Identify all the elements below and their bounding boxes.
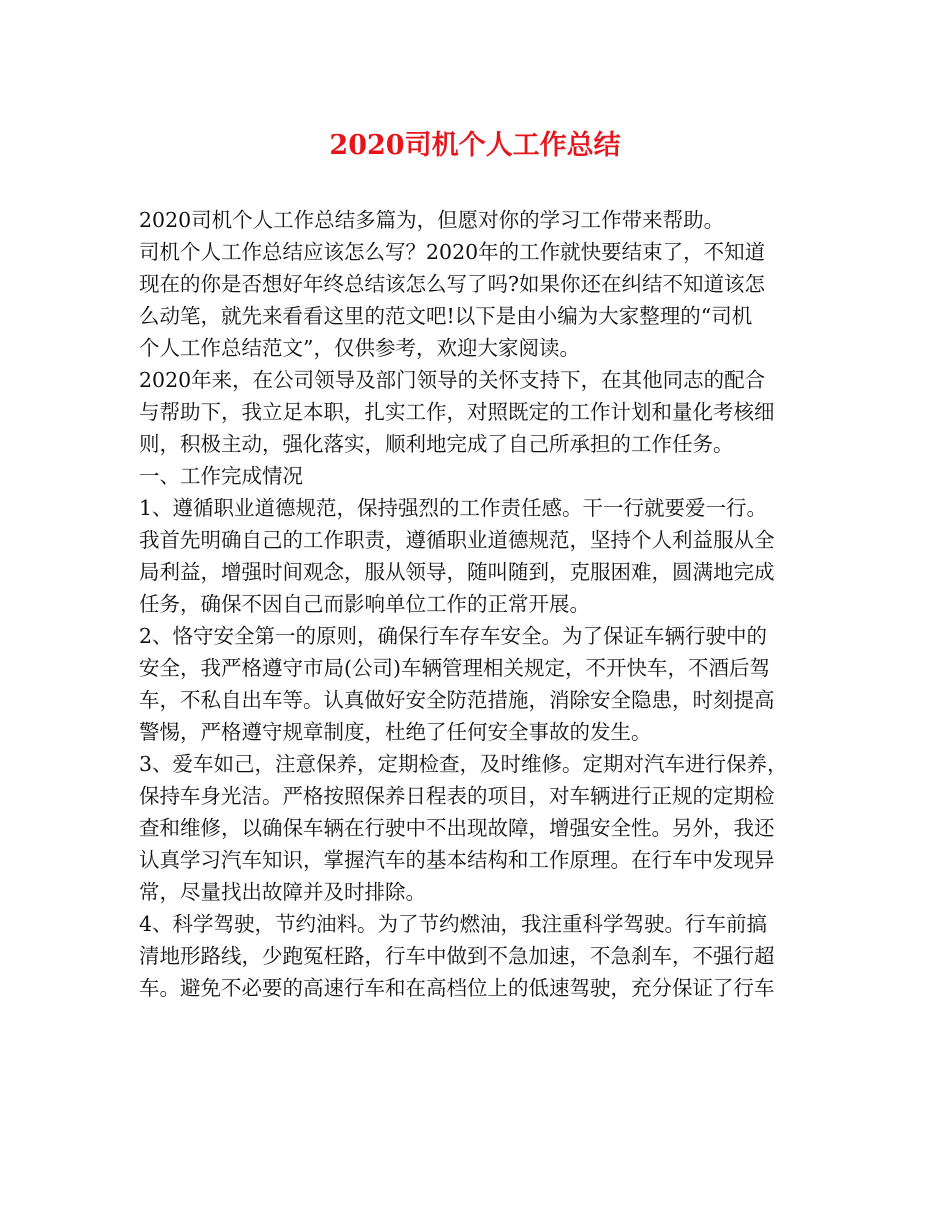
text-line: 2、恪守安全第一的原则，确保行车存车安全。为了保证车辆行驶中的	[139, 624, 768, 648]
text-line: 车，不私自出车等。认真做好安全防范措施，消除安全隐患，时刻提高	[139, 688, 775, 712]
text-line: 个人工作总结范文”，仅供参考，欢迎大家阅读。	[139, 336, 580, 360]
section-heading: 一、工作完成情况	[139, 464, 303, 488]
text-line: 常，尽量找出故障并及时排除。	[139, 880, 426, 904]
text-line: 2020年来，在公司领导及部门领导的关怀支持下，在其他同志的配合	[139, 368, 766, 392]
text-line: 1、遵循职业道德规范，保持强烈的工作责任感。干一行就要爱一行。	[139, 496, 768, 520]
text-line: 司机个人工作总结应该怎么写？2020年的工作就快要结束了，不知道	[139, 240, 766, 264]
text-line: 局利益，增强时间观念，服从领导，随叫随到，克服困难，圆满地完成	[139, 560, 775, 584]
text-line: 查和维修，以确保车辆在行驶中不出现故障，增强安全性。另外，我还	[139, 816, 775, 840]
text-line: 车。避免不必要的高速行车和在高档位上的低速驾驶，充分保证了行车	[139, 976, 775, 1000]
text-line: 现在的你是否想好年终总结该怎么写了吗?如果你还在纠结不知道该怎	[139, 272, 765, 296]
document-body	[139, 204, 824, 1004]
text-line: 清地形路线，少跑冤枉路，行车中做到不急加速，不急刹车，不强行超	[139, 944, 775, 968]
text-line: 4、科学驾驶，节约油料。为了节约燃油，我注重科学驾驶。行车前搞	[139, 912, 768, 936]
text-line: 2020司机个人工作总结多篇为，但愿对你的学习工作带来帮助。	[139, 208, 725, 232]
text-line: 任务，确保不因自己而影响单位工作的正常开展。	[139, 592, 590, 616]
text-line: 么动笔，就先来看看这里的范文吧!以下是由小编为大家整理的“司机	[139, 304, 753, 328]
text-line: 3、爱车如己，注意保养，定期检查，及时维修。定期对汽车进行保养，	[139, 752, 788, 776]
page-title: 2020司机个人工作总结	[329, 130, 621, 161]
text-line: 保持车身光洁。严格按照保养日程表的项目，对车辆进行正规的定期检	[139, 784, 775, 808]
text-line: 认真学习汽车知识，掌握汽车的基本结构和工作原理。在行车中发现异	[139, 848, 775, 872]
text-line: 我首先明确自己的工作职责，遵循职业道德规范，坚持个人利益服从全	[139, 528, 775, 552]
text-line: 警惕，严格遵守规章制度，杜绝了任何安全事故的发生。	[139, 720, 652, 744]
text-line: 则，积极主动，强化落实，顺利地完成了自己所承担的工作任务。	[139, 432, 734, 456]
text-line: 与帮助下，我立足本职，扎实工作，对照既定的工作计划和量化考核细	[139, 400, 775, 424]
text-line: 安全，我严格遵守市局(公司)车辆管理相关规定，不开快车，不酒后驾	[139, 656, 770, 680]
